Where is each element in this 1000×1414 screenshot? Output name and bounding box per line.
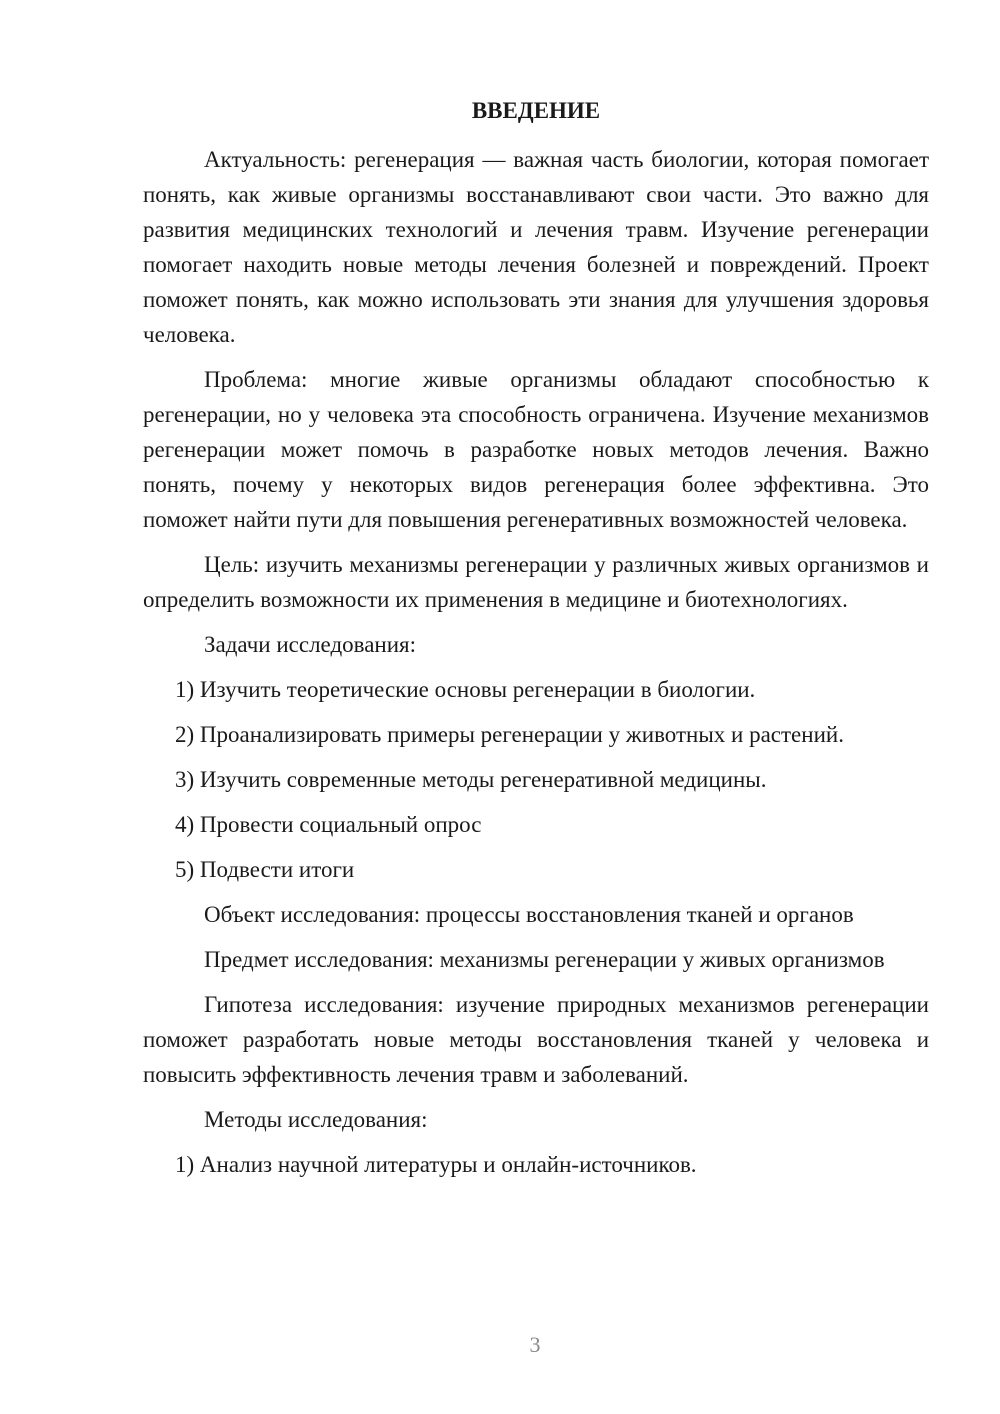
- task-item: 3) Изучить современные методы регенеративной медицины.: [175, 767, 767, 792]
- method-item: 1) Анализ научной литературы и онлайн-источников.: [175, 1152, 697, 1177]
- task-item: 4) Провести социальный опрос: [175, 812, 482, 837]
- page-title: ВВЕДЕНИЕ: [471, 98, 601, 123]
- document-body: [143, 142, 929, 1192]
- object-paragraph: Объект исследования: процессы восстановления тканей и органов: [204, 902, 854, 927]
- hypothesis-paragraph: Гипотеза исследования: изучение природных механизмов регенерации поможет разработать новые методы восстановления тканей у человека и повысить эффективность лечения травм и заболеваний.: [143, 992, 929, 1087]
- task-item: 2) Проанализировать примеры регенерации у животных и растений.: [175, 722, 844, 747]
- methods-heading: Методы исследования:: [204, 1107, 428, 1132]
- subject-paragraph: Предмет исследования: механизмы регенерации у живых организмов: [204, 947, 885, 972]
- problem-paragraph: Проблема: многие живые организмы обладают способностью к регенерации, но у человека эта способность ограничена. Изучение механизмов регенерации может помочь в разработке новых методов лечения. Важно понять, почему у некоторых видов регенерация более эффективна. Это поможет найти пути для повышения регенеративных возможностей человека.: [143, 367, 929, 532]
- task-item: 5) Подвести итоги: [175, 857, 355, 882]
- page-number: 3: [529, 1332, 541, 1357]
- tasks-heading: Задачи исследования:: [204, 632, 417, 657]
- relevance-paragraph: Актуальность: регенерация — важная часть биологии, которая помогает понять, как живые организмы восстанавливают свои части. Это важно для развития медицинских технологий и лечения травм. Изучение регенерации помогает находить новые методы лечения болезней и повреждений. Проект поможет понять, как можно использовать эти знания для улучшения здоровья человека.: [143, 147, 929, 347]
- goal-paragraph: Цель: изучить механизмы регенерации у различных живых организмов и определить возможности их применения в медицине и биотехнологиях.: [143, 552, 929, 612]
- task-item: 1) Изучить теоретические основы регенерации в биологии.: [175, 677, 756, 702]
